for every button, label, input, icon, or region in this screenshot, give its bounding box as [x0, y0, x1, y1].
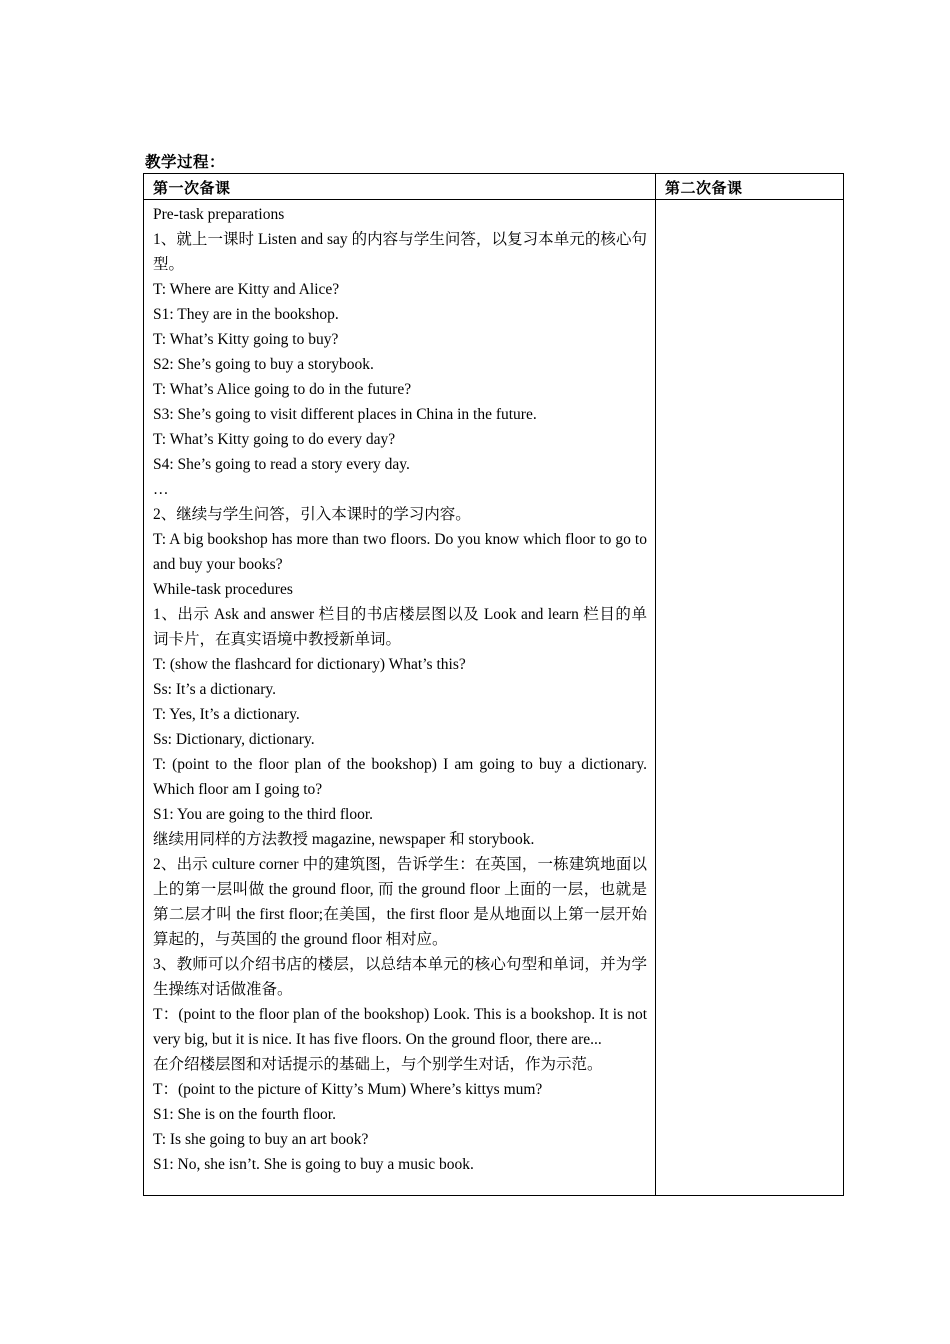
header-second-prep: 第二次备课 — [656, 174, 844, 200]
content-line: T: A big bookshop has more than two floors. Do you know which floor to go to and buy your books? — [153, 531, 647, 573]
second-prep-content — [656, 200, 844, 1196]
content-line: While-task procedures — [153, 581, 293, 598]
content-line: S1: She is on the fourth floor. — [153, 1106, 336, 1123]
content-line: 3、教师可以介绍书店的楼层，以总结本单元的核心句型和单词，并为学生操练对话做准备。 — [153, 956, 647, 998]
content-line: T: Where are Kitty and Alice? — [153, 281, 340, 298]
content-line: 1、出示 Ask and answer 栏目的书店楼层图以及 Look and learn 栏目的单词卡片，在真实语境中教授新单词。 — [153, 606, 647, 648]
table-header-row — [144, 174, 844, 200]
lesson-plan-table — [143, 173, 844, 1196]
content-line: S2: She’s going to buy a storybook. — [153, 356, 374, 373]
content-line: Pre-task preparations — [153, 206, 285, 223]
content-line: T: What’s Kitty going to buy? — [153, 331, 339, 348]
content-line: T：(point to the floor plan of the bookshop) Look. This is a bookshop. It is not very big, but it is nice. It has five floors. On the ground floor, there are... — [153, 1006, 647, 1048]
content-line: T: (point to the floor plan of the bookshop) I am going to buy a dictionary. Which floor am I going to? — [153, 756, 647, 798]
content-line: Ss: Dictionary, dictionary. — [153, 731, 315, 748]
content-line: T：(point to the picture of Kitty’s Mum) Where’s kittys mum? — [153, 1081, 543, 1098]
content-line: 2、继续与学生问答，引入本课时的学习内容。 — [153, 506, 471, 523]
content-line: 在介绍楼层图和对话提示的基础上，与个别学生对话，作为示范。 — [153, 1056, 603, 1073]
content-line: T: (show the flashcard for dictionary) What’s this? — [153, 656, 466, 673]
content-line: S1: No, she isn’t. She is going to buy a music book. — [153, 1156, 474, 1173]
content-line: S3: She’s going to visit different places in China in the future. — [153, 406, 537, 423]
content-line: S1: They are in the bookshop. — [153, 306, 339, 323]
content-line: T: Yes, It’s a dictionary. — [153, 706, 300, 723]
content-line: T: What’s Kitty going to do every day? — [153, 431, 396, 448]
table-content-row — [144, 200, 844, 1196]
content-line: S4: She’s going to read a story every day. — [153, 456, 410, 473]
content-line: 1、就上一课时 Listen and say 的内容与学生问答，以复习本单元的核心句型。 — [153, 231, 647, 273]
content-line: Ss: It’s a dictionary. — [153, 681, 276, 698]
content-line: 2、出示 culture corner 中的建筑图，告诉学生：在英国，一栋建筑地面以上的第一层叫做 the ground floor, 而 the ground floor 上面的一层，也就是第二层才叫 the first floor;在美国，the first floor 是从地面以上第一层开始算起的，与英国的 the ground floor 相对应。 — [153, 856, 647, 948]
content-line: … — [153, 481, 169, 498]
content-line: S1: You are going to the third floor. — [153, 806, 374, 823]
section-title: 教学过程： — [145, 153, 226, 171]
header-first-prep: 第一次备课 — [144, 174, 656, 200]
first-prep-content — [144, 200, 656, 1196]
content-line: T: What’s Alice going to do in the future? — [153, 381, 412, 398]
content-line: 继续用同样的方法教授 magazine, newspaper 和 storybook. — [153, 831, 535, 848]
content-line: T: Is she going to buy an art book? — [153, 1131, 369, 1148]
